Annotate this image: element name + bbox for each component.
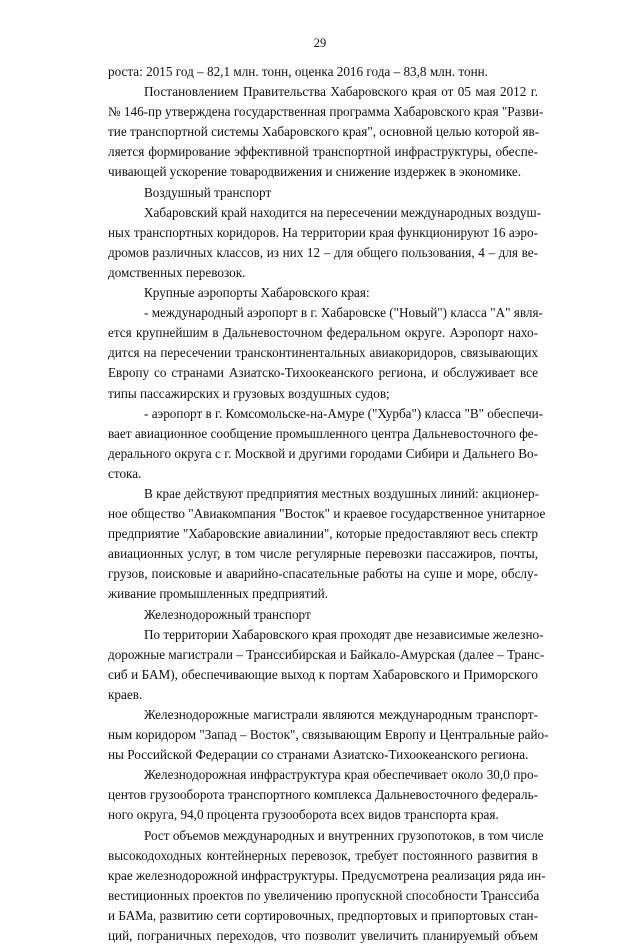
text-line: ций, пограничных переходов, что позволит увеличить планируемый объем — [108, 928, 538, 944]
text-line: живание промышленных предприятий. — [108, 586, 328, 602]
text-line: № 146-пр утверждена государственная программа Хабаровского края "Разви- — [108, 104, 544, 120]
text-line: Европу со странами Азиатско-Тихоокеанского региона, и обслуживает все — [108, 365, 538, 381]
text-line: краев. — [108, 686, 143, 702]
text-line: В крае действуют предприятия местных воздушных линий: акционер- — [144, 485, 539, 501]
text-line: вает авиационное сообщение промышленного центра Дальневосточного фе- — [108, 425, 538, 441]
text-line: ны Российской Федерации со странами Азиатско-Тихоокеанского региона. — [108, 747, 529, 763]
text-line: Железнодорожная инфраструктура края обеспечивает около 30,0 про- — [144, 767, 538, 783]
text-line: дится на пересечении трансконтинентальных авиакоридоров, связывающих — [108, 345, 538, 361]
text-line: ного округа, 94,0 процента грузооборота всех видов транспорта края. — [108, 807, 499, 823]
text-line: типы пассажирских и грузовых воздушных судов; — [108, 385, 390, 401]
text-line: стока. — [108, 465, 142, 481]
text-line: Воздушный транспорт — [144, 184, 272, 200]
body-text — [108, 62, 549, 946]
text-line: тие транспортной системы Хабаровского края", основной целью которой яв- — [108, 124, 540, 140]
text-line: ным коридором "Запад – Восток", связывающим Европу и Центральные райо- — [108, 727, 549, 743]
text-line: дромов различных классов, из них 12 – для общего пользования, 4 – для ве- — [108, 244, 538, 260]
text-line: - аэропорт в г. Комсомольске-на-Амуре ("Хурба") класса "В" обеспечи- — [144, 405, 544, 421]
text-line: ных транспортных коридоров. На территории края функционируют 16 аэро- — [108, 224, 538, 240]
text-line: дорожные магистрали – Транссибирская и Байкало-Амурская (далее – Транс- — [108, 646, 545, 662]
page-number: 29 — [313, 36, 327, 50]
text-line: крае железнодорожной инфраструктуры. Предусмотрена реализация ряда ин- — [108, 867, 546, 883]
text-line: Рост объемов международных и внутренних грузопотоков, в том числе — [144, 827, 544, 843]
text-line: и БАМа, развитию сети сортировочных, предпортовых и припортовых стан- — [108, 907, 538, 923]
text-line: грузов, поисковые и аварийно-спасательные работы на суше и море, обслу- — [108, 566, 538, 582]
text-line: Постановлением Правительства Хабаровского края от 05 мая 2012 г. — [144, 84, 538, 100]
text-line: сиб и БАМ), обеспечивающие выход к портам Хабаровского и Приморского — [108, 666, 538, 682]
text-line: вестиционных проектов по увеличению пропускной способности Транссиба — [108, 887, 540, 903]
text-line: - международный аэропорт в г. Хабаровске ("Новый") класса "А" явля- — [144, 305, 543, 321]
text-line: авиационных услуг, в том числе регулярные перевозки пассажиров, почты, — [108, 546, 538, 562]
text-line: По территории Хабаровского края проходят две независимые железно- — [144, 626, 544, 642]
text-line: чивающей ускорение товародвижения и снижение издержек в экономике. — [108, 164, 522, 180]
text-line: Железнодорожные магистрали являются международным транспорт- — [144, 707, 538, 722]
text-line: Железнодорожный транспорт — [144, 606, 311, 622]
text-line: центов грузооборота транспортного комплекса Дальневосточного федераль- — [108, 787, 538, 803]
text-line: Крупные аэропорты Хабаровского края: — [144, 285, 370, 301]
text-line: ется крупнейшим в Дальневосточном федеральном округе. Аэропорт нахо- — [108, 325, 538, 341]
text-line: ляется формирование эффективной транспортной инфраструктуры, обеспе- — [108, 144, 538, 160]
text-line: дерального округа с г. Москвой и другими городами Сибири и Дальнего Во- — [108, 445, 538, 461]
text-line: высокодоходных контейнерных перевозок, требует постоянного развития в — [108, 847, 538, 863]
text-line: домственных перевозок. — [108, 264, 246, 280]
text-line: роста: 2015 год – 82,1 млн. тонн, оценка 2016 года – 83,8 млн. тонн. — [108, 64, 488, 79]
text-line: предприятие "Хабаровские авиалинии", которые предоставляют весь спектр — [108, 526, 538, 542]
text-line: ное общество "Авиакомпания "Восток" и краевое государственное унитарное — [108, 506, 546, 522]
text-line: Хабаровский край находится на пересечении международных воздуш- — [144, 204, 542, 220]
